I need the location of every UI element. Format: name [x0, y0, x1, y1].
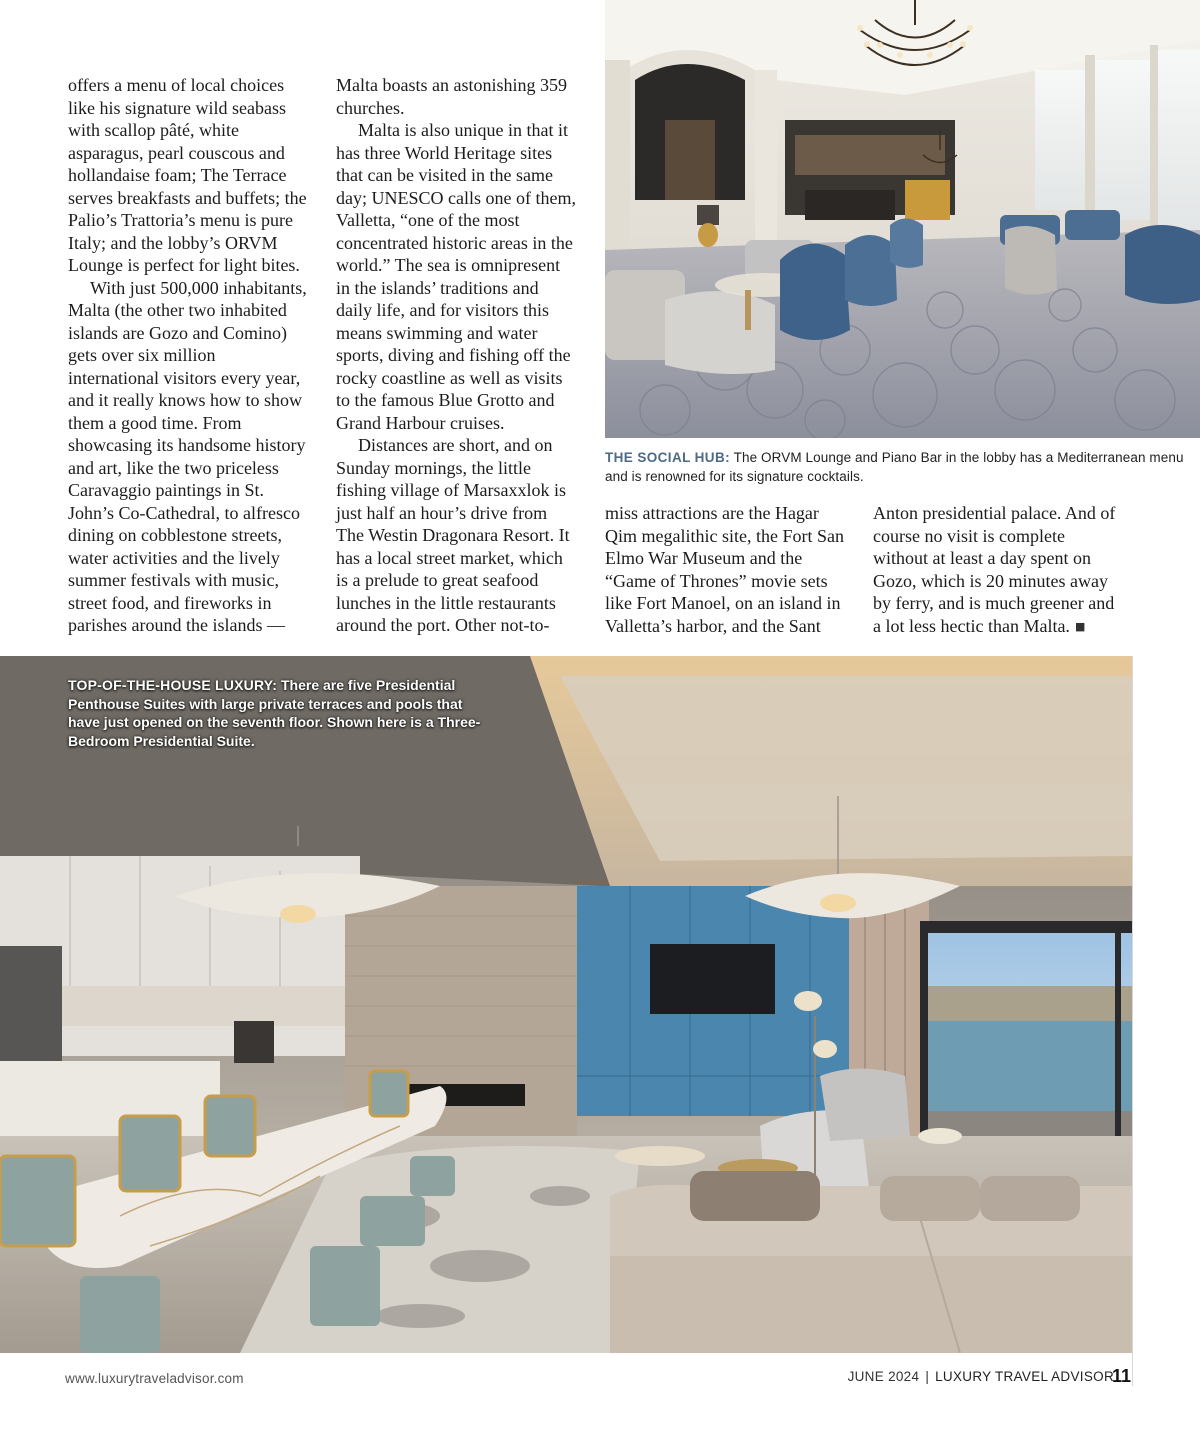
- caption-text: The ORVM Lounge and Piano Bar in the lobby has a Mediterranean menu and is renowned for its signature cocktails.: [605, 450, 1184, 484]
- article-paragraph: offers a menu of local choices like his signature wild seabass with scallop pâté, white asparagus, pearl couscous and hollandaise foam; The Terrace serves breakfasts and buffets; the Palio’s Trattoria’s menu is pure Italy; and the lobby’s ORVM Lounge is perfect for light bites.: [68, 75, 307, 275]
- article-paragraph: [873, 502, 1123, 638]
- page-footer: [0, 1360, 1200, 1454]
- footer-issue-info: [848, 1369, 1114, 1384]
- article-closing-text: Anton presidential palace. And of course no visit is complete without at least a day spent on Gozo, which is 20 minutes away by ferry, and is much greener and a lot less hectic than Malta.: [873, 503, 1116, 636]
- caption-lead: TOP-OF-THE-HOUSE LUXURY:: [68, 677, 278, 693]
- lobby-photo: [605, 0, 1200, 438]
- suite-photo-caption: [68, 676, 488, 750]
- caption-lead: THE SOCIAL HUB:: [605, 450, 731, 465]
- article-paragraph: Distances are short, and on Sunday mornings, the little fishing village of Marsaxxlok is just half an hour’s drive from The Westin Dragonara Resort. It has a local street market, which is a prelude to great seafood lunches in the little restaurants around the port. Other not-to-: [336, 435, 570, 635]
- article-column-3: [605, 502, 850, 637]
- end-mark-icon: ■: [1074, 619, 1086, 633]
- article-paragraph: Malta is also unique in that it has three World Heritage sites that can be visited in the same day; UNESCO calls one of them, Valletta, “one of the most concentrated historic areas in the world.” The sea is omnipresent in the islands’ traditions and daily life, and for visitors this means swimming and water sports, diving and fishing off the rocky coastline as well as visits to the famous Blue Grotto and Grand Harbour cruises.: [336, 120, 576, 433]
- article-column-4: [873, 502, 1123, 638]
- article-paragraph: With just 500,000 inhabitants, Malta (the other two inhabited islands are Gozo and Comino) gets over six million international visitors every year, and it really knows how to show them a good time. From showcasing its handsome history and art, like the two priceless Caravaggio paintings in St. John’s Co-Cathedral, to alfresco dining on cobblestone streets, water activities and the lively summer festivals with music, street food, and fireworks in parishes around the islands —: [68, 277, 307, 635]
- article-column-1: [68, 74, 310, 637]
- article-paragraph: Malta boasts an astonishing 359 churches.: [336, 75, 567, 118]
- page-number: 11: [1112, 1366, 1132, 1386]
- publication-name: LUXURY TRAVEL ADVISOR: [935, 1369, 1114, 1384]
- caption-text: There are five Presidential Penthouse Suites with large private terraces and pools that have just opened on the seventh floor. Shown here is a Three-Bedroom Presidential Suite.: [68, 677, 481, 749]
- presidential-suite-photo: [0, 656, 1132, 1353]
- footer-separator: |: [925, 1369, 930, 1384]
- footer-website-link[interactable]: www.luxurytraveladvisor.com: [65, 1371, 244, 1386]
- page-edge-rule: [1132, 656, 1133, 1386]
- issue-date: JUNE 2024: [847, 1369, 920, 1384]
- article-column-2: [336, 74, 578, 637]
- lobby-photo-caption: [605, 449, 1185, 486]
- article-paragraph: miss attractions are the Hagar Qim megalithic site, the Fort San Elmo War Museum and the “Game of Thrones” movie sets like Fort Manoel, on an island in Valletta’s harbor, and the Sant: [605, 503, 844, 636]
